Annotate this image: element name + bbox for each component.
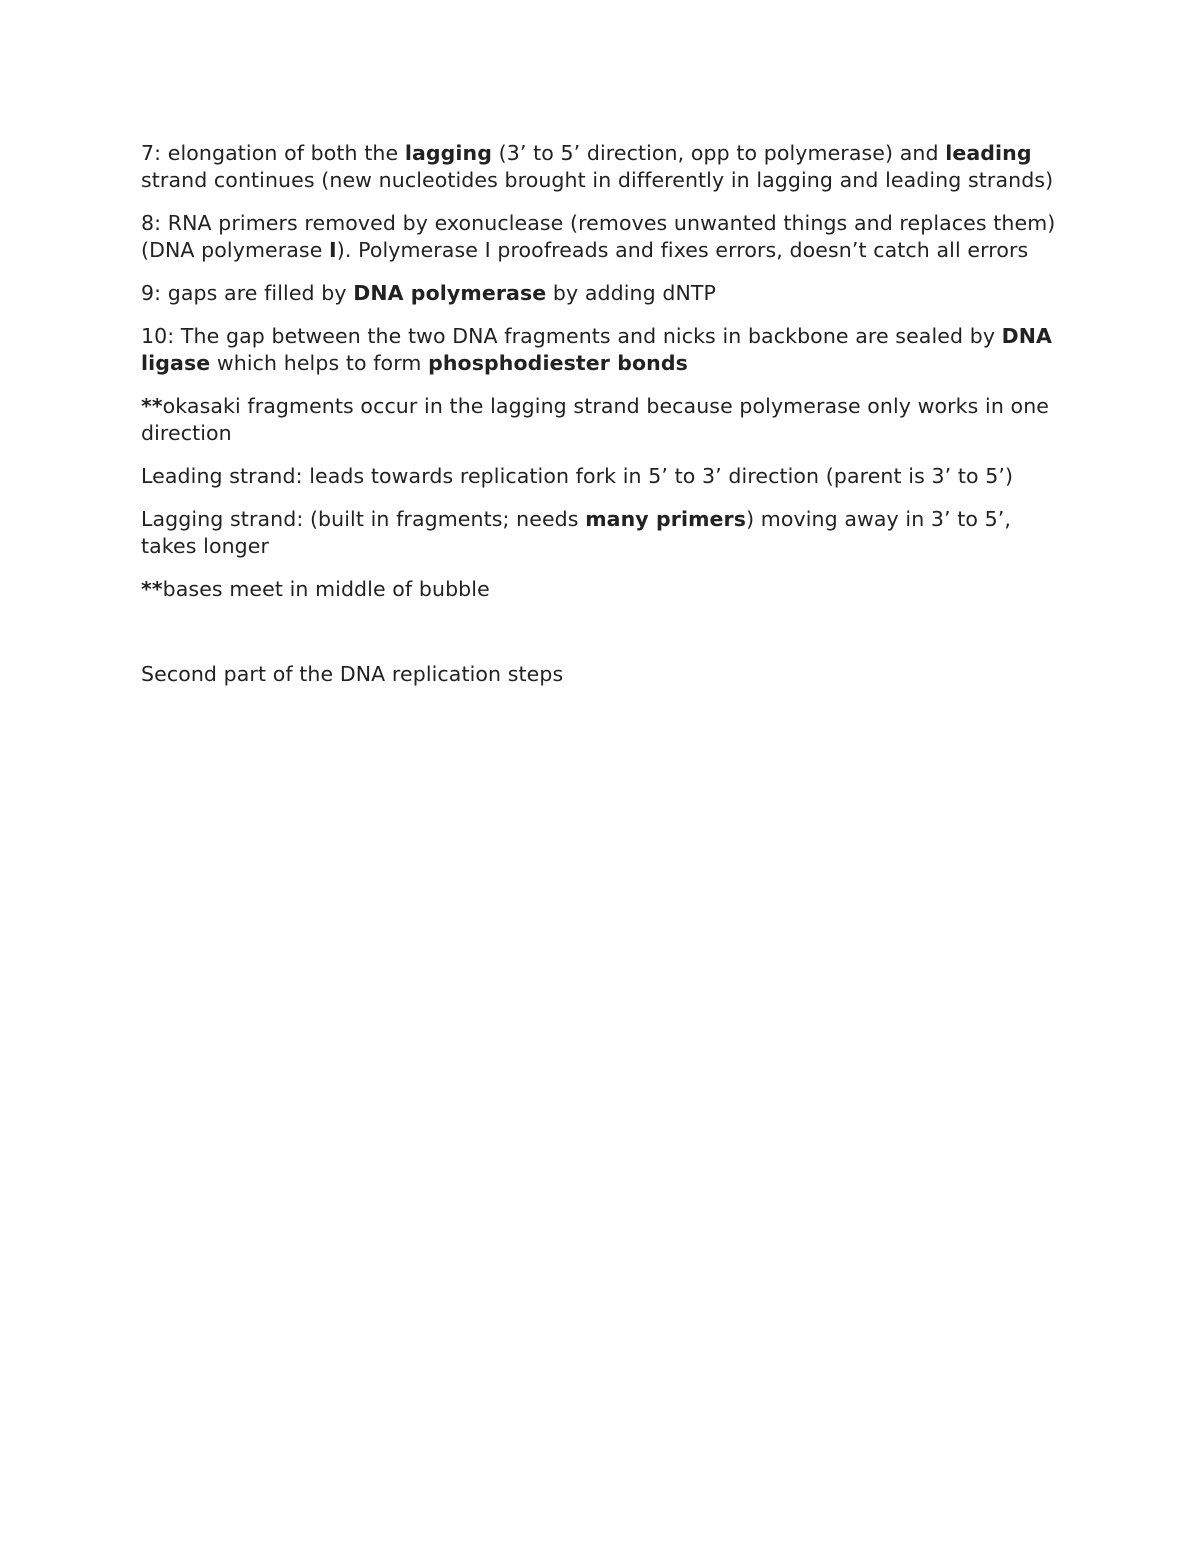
- paragraph-step-8: [141, 210, 1071, 264]
- paragraph-okazaki-note: [141, 393, 1071, 447]
- text-run: 8: RNA primers removed by exonuclease (removes unwanted things and replaces them) (DNA polymerase: [141, 211, 1056, 262]
- text-run: 7: elongation of both the: [141, 141, 405, 165]
- paragraph-leading-strand: [141, 463, 1071, 490]
- bold-run: DNA polymerase: [353, 281, 547, 305]
- bold-run: lagging: [404, 141, 493, 165]
- text-run: ). Polymerase I proofreads and fixes errors, doesn’t catch all errors: [336, 238, 1029, 262]
- bold-run: phosphodiester bonds: [428, 351, 688, 375]
- bold-run: many primers: [585, 507, 747, 531]
- text-run: which helps to form: [210, 351, 429, 375]
- document-body: [141, 140, 1071, 704]
- text-run: okasaki fragments occur in the lagging strand because polymerase only works in one direction: [141, 394, 1050, 445]
- text-run: Leading strand: leads towards replication fork in 5’ to 3’ direction (parent is 3’ to 5’): [141, 464, 1014, 488]
- text-run: bases meet in middle of bubble: [162, 577, 490, 601]
- bold-run: **: [141, 577, 163, 601]
- bold-run: leading: [945, 141, 1032, 165]
- paragraph-lagging-strand: [141, 506, 1071, 560]
- paragraph-step-7: [141, 140, 1071, 194]
- bold-run: **: [141, 394, 163, 418]
- paragraph-bubble-note: [141, 576, 1071, 603]
- text-run: Lagging strand: (built in fragments; needs: [141, 507, 586, 531]
- bold-run: DNA ligase: [141, 324, 1053, 375]
- document-caption: Second part of the DNA replication steps: [141, 662, 564, 686]
- text-run: strand continues (new nucleotides brought in differently in lagging and leading strands): [141, 168, 1054, 192]
- text-run: 9: gaps are filled by: [141, 281, 354, 305]
- bold-run: I: [329, 238, 337, 262]
- text-run: by adding dNTP: [546, 281, 716, 305]
- text-run: (3’ to 5’ direction, opp to polymerase) and: [492, 141, 946, 165]
- text-run: 10: The gap between the two DNA fragments and nicks in backbone are sealed by: [141, 324, 1002, 348]
- paragraph-step-9: [141, 280, 1071, 307]
- text-run: ) moving away in 3’ to 5’, takes longer: [141, 507, 1012, 558]
- paragraph-step-10: [141, 323, 1071, 377]
